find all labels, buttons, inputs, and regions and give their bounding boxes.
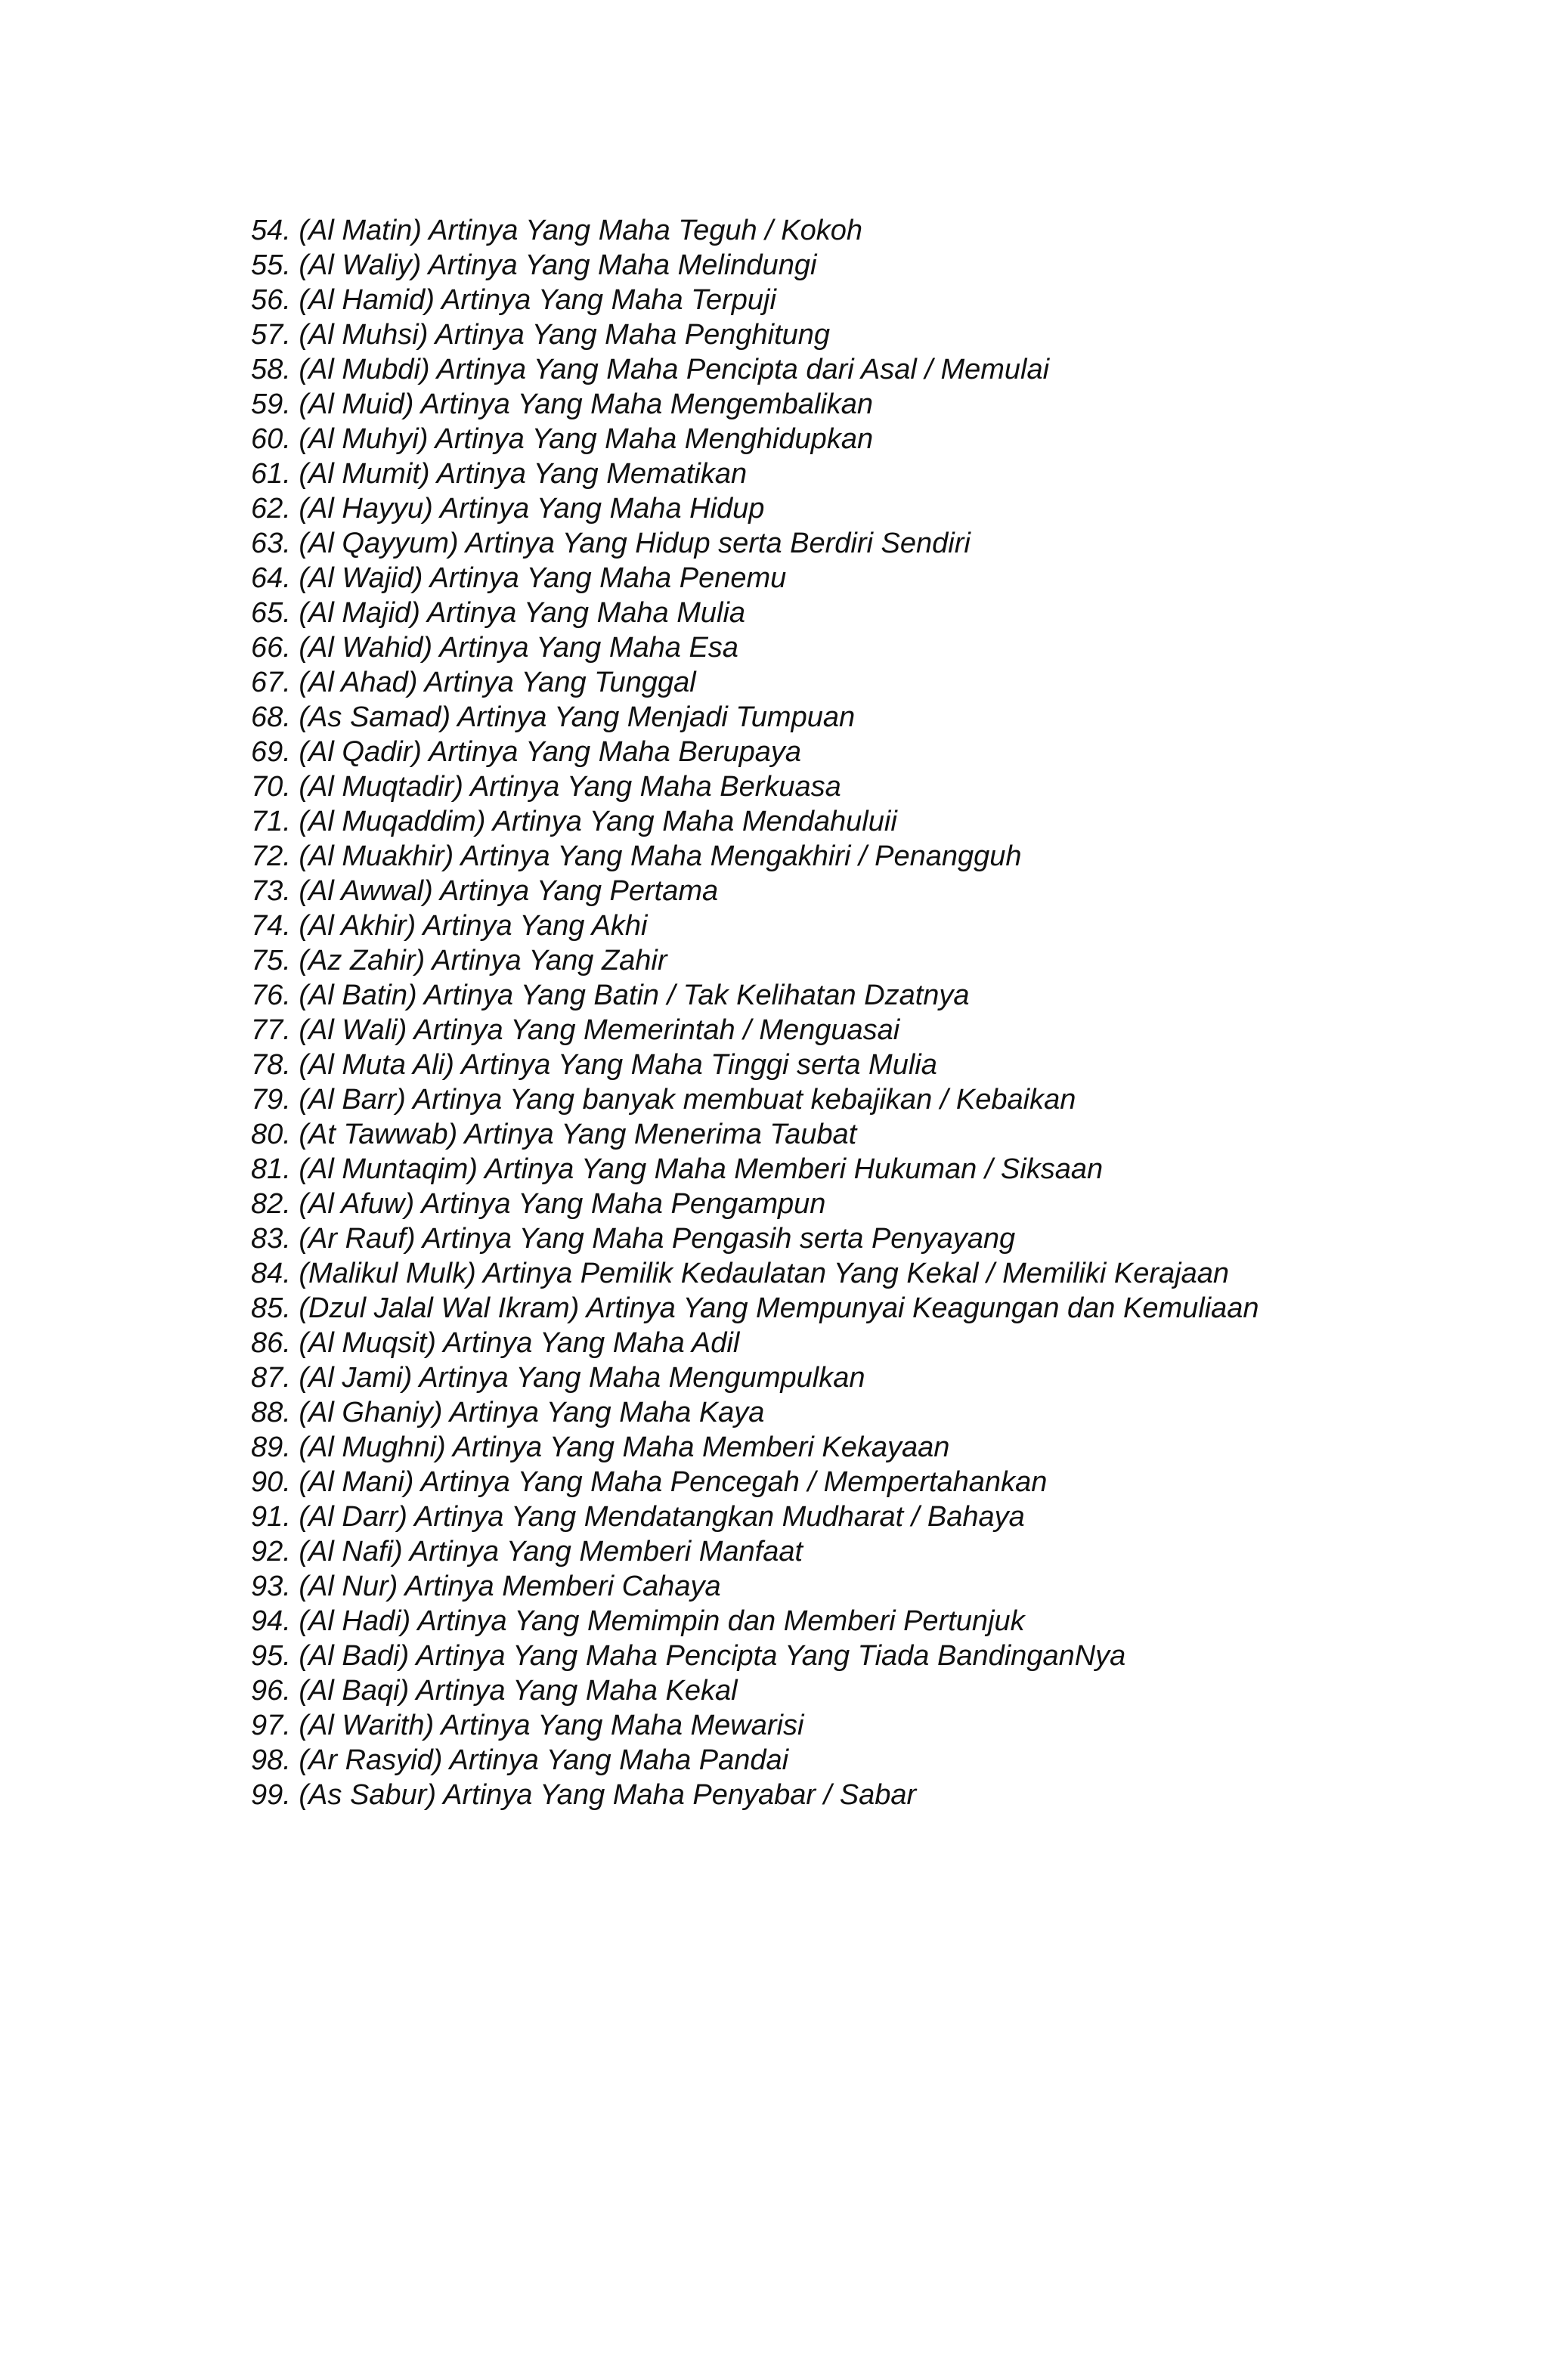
list-item: 82. (Al Afuw) Artinya Yang Maha Pengampun	[251, 1188, 826, 1220]
list-item: 72. (Al Muakhir) Artinya Yang Maha Mengakhiri / Penangguh	[251, 840, 1022, 872]
list-item: 80. (At Tawwab) Artinya Yang Menerima Taubat	[251, 1119, 857, 1150]
list-item: 65. (Al Majid) Artinya Yang Maha Mulia	[251, 597, 746, 629]
list-item: 89. (Al Mughni) Artinya Yang Maha Memberi Kekayaan	[251, 1431, 950, 1463]
list-item: 96. (Al Baqi) Artinya Yang Maha Kekal	[251, 1675, 738, 1707]
list-item: 70. (Al Muqtadir) Artinya Yang Maha Berkuasa	[251, 771, 841, 803]
list-item: 66. (Al Wahid) Artinya Yang Maha Esa	[251, 632, 738, 664]
list-item: 57. (Al Muhsi) Artinya Yang Maha Penghitung	[251, 319, 831, 351]
list-item: 67. (Al Ahad) Artinya Yang Tunggal	[251, 667, 696, 698]
list-item: 84. (Malikul Mulk) Artinya Pemilik Kedaulatan Yang Kekal / Memiliki Kerajaan	[251, 1258, 1229, 1289]
list-item: 86. (Al Muqsit) Artinya Yang Maha Adil	[251, 1327, 740, 1359]
list-item: 81. (Al Muntaqim) Artinya Yang Maha Memberi Hukuman / Siksaan	[251, 1153, 1104, 1185]
list-item: 59. (Al Muid) Artinya Yang Maha Mengembalikan	[251, 388, 874, 420]
list-item: 71. (Al Muqaddim) Artinya Yang Maha Mendahuluii	[251, 806, 897, 837]
list-item: 94. (Al Hadi) Artinya Yang Memimpin dan Memberi Pertunjuk	[251, 1605, 1025, 1637]
list-item: 92. (Al Nafi) Artinya Yang Memberi Manfaat	[251, 1536, 803, 1568]
list-item: 79. (Al Barr) Artinya Yang banyak membuat kebajikan / Kebaikan	[251, 1084, 1076, 1116]
list-item: 93. (Al Nur) Artinya Memberi Cahaya	[251, 1571, 721, 1602]
list-item: 56. (Al Hamid) Artinya Yang Maha Terpuji	[251, 284, 776, 316]
list-item: 98. (Ar Rasyid) Artinya Yang Maha Pandai	[251, 1744, 789, 1776]
list-item: 60. (Al Muhyi) Artinya Yang Maha Menghidupkan	[251, 423, 874, 455]
list-item: 58. (Al Mubdi) Artinya Yang Maha Pencipta dari Asal / Memulai	[251, 354, 1050, 385]
list-item: 97. (Al Warith) Artinya Yang Maha Mewarisi	[251, 1710, 804, 1741]
list-item: 99. (As Sabur) Artinya Yang Maha Penyabar / Sabar	[251, 1779, 917, 1811]
list-item: 62. (Al Hayyu) Artinya Yang Maha Hidup	[251, 493, 765, 525]
list-item: 87. (Al Jami) Artinya Yang Maha Mengumpulkan	[251, 1362, 865, 1394]
list-item: 61. (Al Mumit) Artinya Yang Mematikan	[251, 458, 748, 490]
list-item: 95. (Al Badi) Artinya Yang Maha Pencipta Yang Tiada BandinganNya	[251, 1640, 1126, 1672]
list-item: 73. (Al Awwal) Artinya Yang Pertama	[251, 875, 719, 907]
list-item: 75. (Az Zahir) Artinya Yang Zahir	[251, 945, 667, 976]
list-item: 76. (Al Batin) Artinya Yang Batin / Tak Kelihatan Dzatnya	[251, 980, 970, 1011]
list-item: 68. (As Samad) Artinya Yang Menjadi Tumpuan	[251, 701, 856, 733]
list-item: 55. (Al Waliy) Artinya Yang Maha Melindungi	[251, 249, 817, 281]
list-item: 88. (Al Ghaniy) Artinya Yang Maha Kaya	[251, 1397, 765, 1428]
names-list	[251, 213, 1259, 1812]
list-item: 78. (Al Muta Ali) Artinya Yang Maha Tinggi serta Mulia	[251, 1049, 937, 1081]
list-item: 90. (Al Mani) Artinya Yang Maha Pencegah / Mempertahankan	[251, 1466, 1048, 1498]
list-item: 77. (Al Wali) Artinya Yang Memerintah / Menguasai	[251, 1014, 900, 1046]
list-item: 85. (Dzul Jalal Wal Ikram) Artinya Yang Mempunyai Keagungan dan Kemuliaan	[251, 1292, 1259, 1324]
list-item: 91. (Al Darr) Artinya Yang Mendatangkan Mudharat / Bahaya	[251, 1501, 1025, 1533]
list-item: 69. (Al Qadir) Artinya Yang Maha Berupaya	[251, 736, 802, 768]
list-item: 54. (Al Matin) Artinya Yang Maha Teguh / Kokoh	[251, 215, 863, 246]
list-item: 74. (Al Akhir) Artinya Yang Akhi	[251, 910, 648, 942]
list-item: 64. (Al Wajid) Artinya Yang Maha Penemu	[251, 562, 787, 594]
list-item: 63. (Al Qayyum) Artinya Yang Hidup serta Berdiri Sendiri	[251, 528, 971, 559]
list-item: 83. (Ar Rauf) Artinya Yang Maha Pengasih serta Penyayang	[251, 1223, 1016, 1255]
